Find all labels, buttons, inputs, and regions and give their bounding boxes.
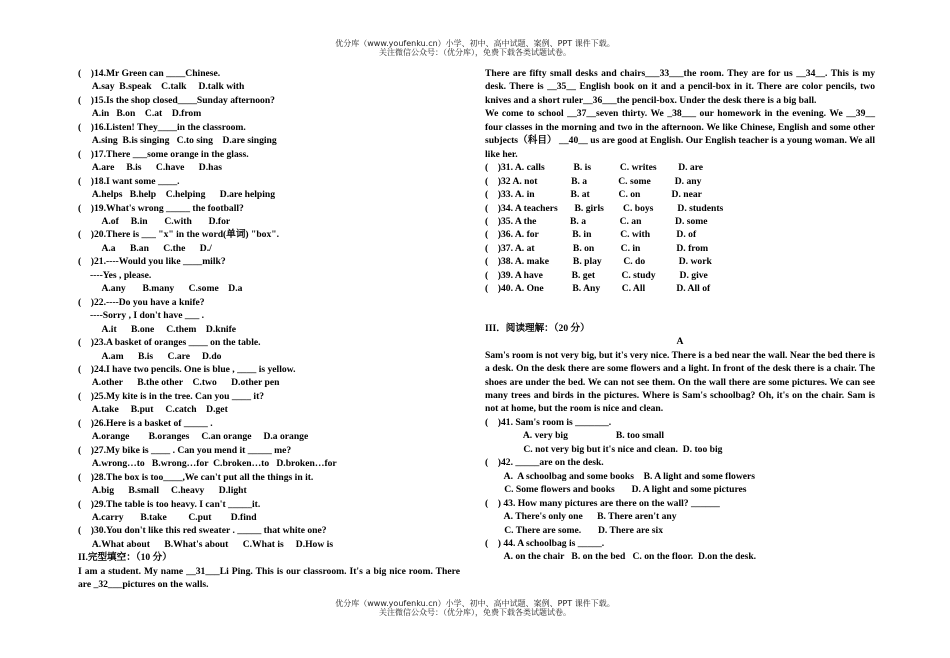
cloze-option-line: ( )36. A. for B. in C. with D. of: [485, 229, 697, 241]
reading-passage-a: Sam's room is not very big, but it's very nice. There is a bed near the wall. Near the bed there is a desk. On the desk there are some flowers and a light. In front of the desk there is a chair. The shoes are under the bed. We can not see them. On the wall there are some pictures. We can see many trees and birds in the pictures. Where is Sam's schoolbag? Oh, it's on the chair. Sam is not at home, but the room is nice and clean.: [485, 349, 875, 415]
question-line: ( )14.Mr Green can ____Chinese.: [78, 68, 221, 79]
cloze-option-line: ( )35. A the B. a C. an D. some: [485, 215, 708, 227]
cloze-paragraph-2: There are fifty small desks and chairs___33___the room. They are for us __34__. This is my desk. There is __35__ English book on it and a pencil-box in it. There are color pencils, two knives and a short ruler__36___the pencil-box. Under the desk there is a big ball.: [485, 68, 875, 106]
reading-question-line: A. A schoolbag and some books B. A light and some flowers: [485, 470, 756, 482]
page-footer: [0, 599, 950, 617]
question-line: ( )20.There is ___ "x" in the word(单词) "box".: [78, 229, 280, 241]
question-line: A.helps B.help C.helping D.are helping: [78, 189, 276, 201]
reading-question-line: C. There are some. D. There are six: [485, 524, 663, 536]
reading-question-line: C. not very big but it's nice and clean. D. too big: [485, 443, 723, 455]
question-line: A.sing B.is singing C.to sing D.are singing: [78, 135, 277, 147]
reading-question-line: ( )42. _____are on the desk.: [485, 457, 604, 469]
question-line: ( )23.A basket of oranges ____ on the table.: [78, 337, 261, 349]
question-line: ( )19.What's wrong _____ the football?: [78, 202, 244, 214]
cloze-option-line: ( )40. A. One B. Any C. All D. All of: [485, 283, 711, 295]
question-line: A.carry B.take C.put D.find: [78, 511, 257, 523]
question-line: ( )15.Is the shop closed____Sunday afternoon?: [78, 94, 275, 106]
reading-question-line: A. on the chair B. on the bed C. on the floor. D.on the desk.: [485, 551, 757, 563]
cloze-paragraph-3: We come to school __37__seven thirty. We _38___ our homework in the evening. We __39__ four classes in the morning and two in the afternoon. We like Chinese, English and some other subjects（科目） __40__ us are good at English. Our English teacher is a young woman. We all like her.: [485, 108, 875, 160]
question-line: A.of B.in C.with D.for: [78, 215, 231, 227]
question-line: A.orange B.oranges C.an orange D.a orange: [78, 431, 309, 443]
reading-question-line: A. There's only one B. There aren't any: [485, 511, 677, 523]
cloze-option-line: ( )32 A. not B. a C. some D. any: [485, 175, 702, 187]
cloze-option-line: ( )39. A have B. get C. study D. give: [485, 269, 708, 281]
question-line: ( )28.The box is too____,We can't put all the things in it.: [78, 471, 314, 483]
question-line: ( )29.The table is too heavy. I can't _____it.: [78, 498, 261, 510]
question-line: A.take B.put C.catch D.get: [78, 404, 228, 416]
reading-question-line: ( )41. Sam's room is _______.: [485, 416, 612, 428]
reading-questions: [485, 416, 875, 564]
question-line: A.wrong…to B.wrong…for C.broken…to D.broken…for: [78, 458, 337, 470]
question-line: A.in B.on C.at D.from: [78, 108, 202, 120]
question-line: A.it B.one C.them D.knife: [78, 323, 237, 335]
question-line: ( )18.I want some ____.: [78, 175, 180, 187]
page-header: [0, 39, 950, 57]
question-line: ( )26.Here is a basket of _____ .: [78, 417, 213, 429]
reading-question-line: ( ) 44. A schoolbag is _____.: [485, 537, 605, 549]
question-line: A.big B.small C.heavy D.light: [78, 485, 247, 497]
question-line: ( )25.My kite is in the tree. Can you ____ it?: [78, 390, 265, 402]
right-column: [485, 67, 875, 564]
question-line: A.say B.speak C.talk D.talk with: [78, 81, 245, 93]
question-line: ( )24.I have two pencils. One is blue , ____ is yellow.: [78, 363, 296, 375]
question-line: A.any B.many C.some D.a: [78, 283, 243, 295]
question-line: ( )30.You don't like this red sweater . _____ that white one?: [78, 525, 327, 537]
cloze-option-line: ( )34. A teachers B. girls C. boys D. students: [485, 202, 724, 214]
multiple-choice-questions: [78, 67, 460, 551]
left-column: [78, 67, 460, 592]
reading-question-line: C. Some flowers and books D. A light and some pictures: [485, 484, 747, 496]
question-line: ( )17.There ___some orange in the glass.: [78, 148, 249, 160]
header-line-1: 优分库（www.youfenku.cn）小学、初中、高中试题、案例、PPT 课件下载。: [335, 39, 615, 48]
cloze-option-line: ( )38. A. make B. play C. do D. work: [485, 256, 712, 268]
question-line: A.a B.an C.the D./: [78, 242, 212, 254]
question-line: ( )21.----Would you like ____milk?: [78, 256, 226, 268]
footer-line-1: 优分库（www.youfenku.cn）小学、初中、高中试题、案例、PPT 课件下载。: [335, 599, 615, 608]
question-line: A.What about B.What's about C.What is D.How is: [78, 538, 334, 550]
question-line: A.am B.is C.are D.do: [78, 350, 222, 362]
footer-line-2: 关注微信公众号：（优分库），免费下载各类试题试卷。: [379, 608, 571, 617]
cloze-options: [485, 161, 875, 296]
cloze-option-line: ( )31. A. calls B. is C. writes D. are: [485, 162, 704, 174]
reading-question-line: ( ) 43. How many pictures are there on the wall? ______: [485, 497, 720, 509]
question-line: ( )27.My bike is ____ . Can you mend it _____ me?: [78, 444, 292, 456]
question-line: ----Yes , please.: [78, 269, 152, 281]
question-line: ( )22.----Do you have a knife?: [78, 296, 205, 308]
question-line: A.other B.the other C.two D.other pen: [78, 377, 280, 389]
section-2-title: II.完型填空：（10 分）: [78, 552, 172, 564]
section-3-title: III．阅读理解：（20 分）: [485, 322, 590, 334]
cloze-option-line: ( )37. A. at B. on C. in D. from: [485, 242, 709, 254]
cloze-option-line: ( )33. A. in B. at C. on D. near: [485, 189, 702, 201]
reading-question-line: A. very big B. too small: [485, 430, 665, 442]
question-line: ( )16.Listen! They____in the classroom.: [78, 121, 246, 133]
question-line: A.are B.is C.have D.has: [78, 162, 223, 174]
header-line-2: 关注微信公众号：（优分库），免费下载各类试题试卷。: [379, 48, 571, 57]
question-line: ----Sorry , I don't have ___ .: [78, 310, 205, 322]
passage-a-label: A: [676, 336, 684, 348]
cloze-paragraph-1: I am a student. My name __31___Li Ping. This is our classroom. It's a big nice room. There are _32___pictures on the walls.: [78, 565, 460, 591]
